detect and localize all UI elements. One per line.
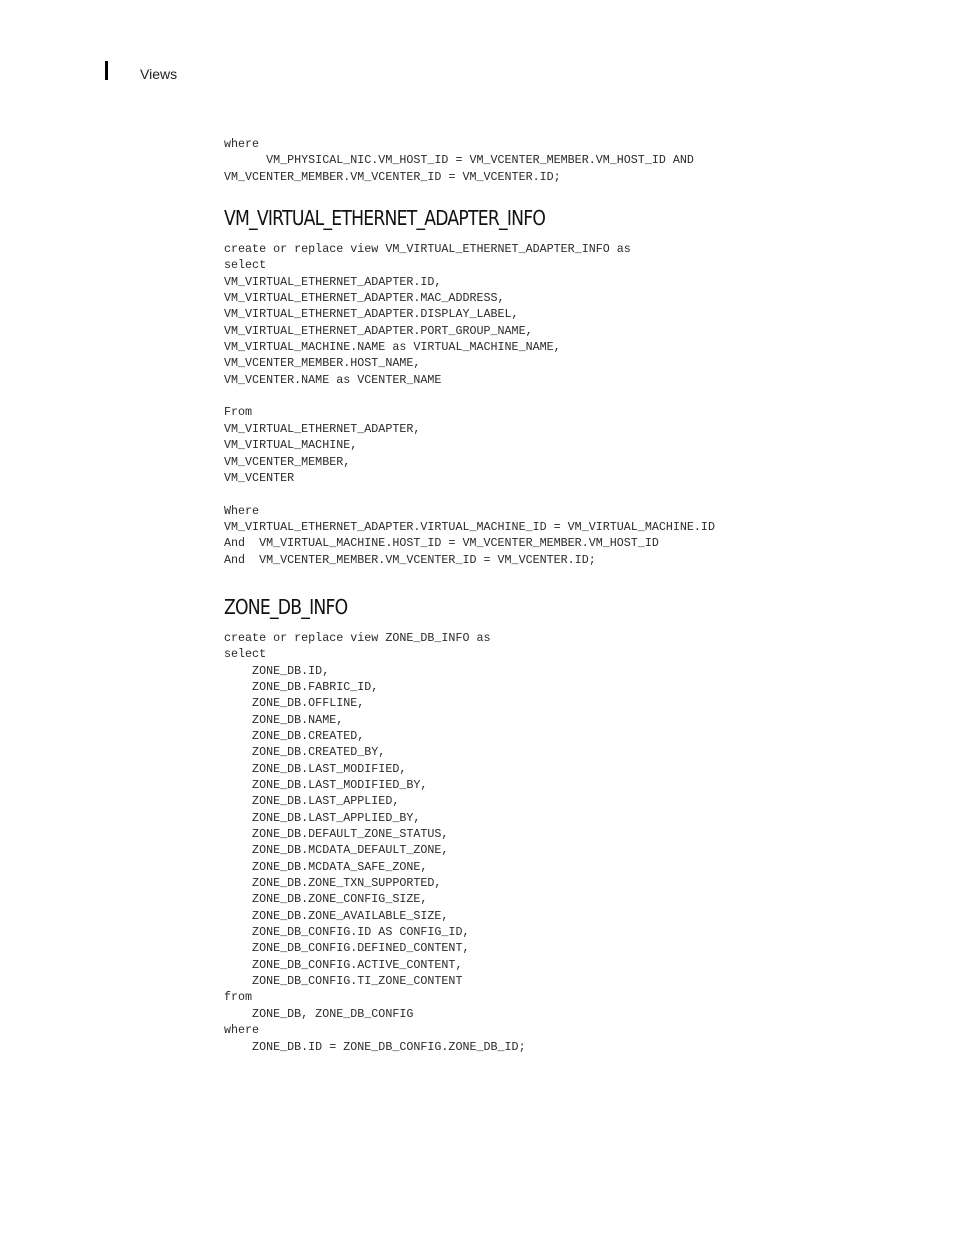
sql-code-block: create or replace view VM_VIRTUAL_ETHERNET_ADAPTER_INFO as select VM_VIRTUAL_ETHERNET_ADAPTER.ID, VM_VIRTUAL_ETHERNET_ADAPTER.MAC_ADDRESS, VM_VIRTUAL_ETHERNET_ADAPTER.DISPLAY_LABEL, VM_VIRTUAL_ETHERNET_ADAPTER.PORT_GROUP_NAME, VM_VIRTUAL_MACHINE.NAME as VIRTUAL_MACHINE_NAME, VM_VCENTER_MEMBER.HOST_NAME, VM_VCENTER.NAME as VCENTER_NAME From VM_VIRTUAL_ETHERNET_ADAPTER, VM_VIRTUAL_MACHINE, VM_VCENTER_MEMBER, VM_VCENTER Where VM_VIRTUAL_ETHERNET_ADAPTER.VIRTUAL_MACHINE_ID = VM_VIRTUAL_MACHINE.ID And VM_VIRTUAL_MACHINE.HOST_ID = VM_VCENTER_MEMBER.VM_HOST_ID And VM_VCENTER_MEMBER.VM_VCENTER_ID = VM_VCENTER.ID; <box>224 242 715 567</box>
section-heading: ZONE_DB_INFO <box>224 594 348 619</box>
section-heading: VM_VIRTUAL_ETHERNET_ADAPTER_INFO <box>224 206 546 231</box>
sql-code-block: create or replace view ZONE_DB_INFO as select ZONE_DB.ID, ZONE_DB.FABRIC_ID, ZONE_DB.OFFLINE, ZONE_DB.NAME, ZONE_DB.CREATED, ZONE_DB.CREATED_BY, ZONE_DB.LAST_MODIFIED, ZONE_DB.LAST_MODIFIED_BY, ZONE_DB.LAST_APPLIED, ZONE_DB.LAST_APPLIED_BY, ZONE_DB.DEFAULT_ZONE_STATUS, ZONE_DB.MCDATA_DEFAULT_ZONE, ZONE_DB.MCDATA_SAFE_ZONE, ZONE_DB.ZONE_TXN_SUPPORTED, ZONE_DB.ZONE_CONFIG_SIZE, ZONE_DB.ZONE_AVAILABLE_SIZE, ZONE_DB_CONFIG.ID AS CONFIG_ID, ZONE_DB_CONFIG.DEFINED_CONTENT, ZONE_DB_CONFIG.ACTIVE_CONTENT, ZONE_DB_CONFIG.TI_ZONE_CONTENT from ZONE_DB, ZONE_DB_CONFIG where ZONE_DB.ID = ZONE_DB_CONFIG.ZONE_DB_ID; <box>224 630 526 1054</box>
page-content <box>224 136 924 1055</box>
section-zone-db-info <box>224 594 924 1055</box>
section-vm-virtual-ethernet-adapter-info <box>224 205 924 568</box>
running-header: Views <box>140 66 178 82</box>
header-rule-marker <box>105 61 108 80</box>
intro-code-block: where VM_PHYSICAL_NIC.VM_HOST_ID = VM_VCENTER_MEMBER.VM_HOST_ID AND VM_VCENTER_MEMBER.VM_VCENTER_ID = VM_VCENTER.ID; <box>224 137 694 184</box>
